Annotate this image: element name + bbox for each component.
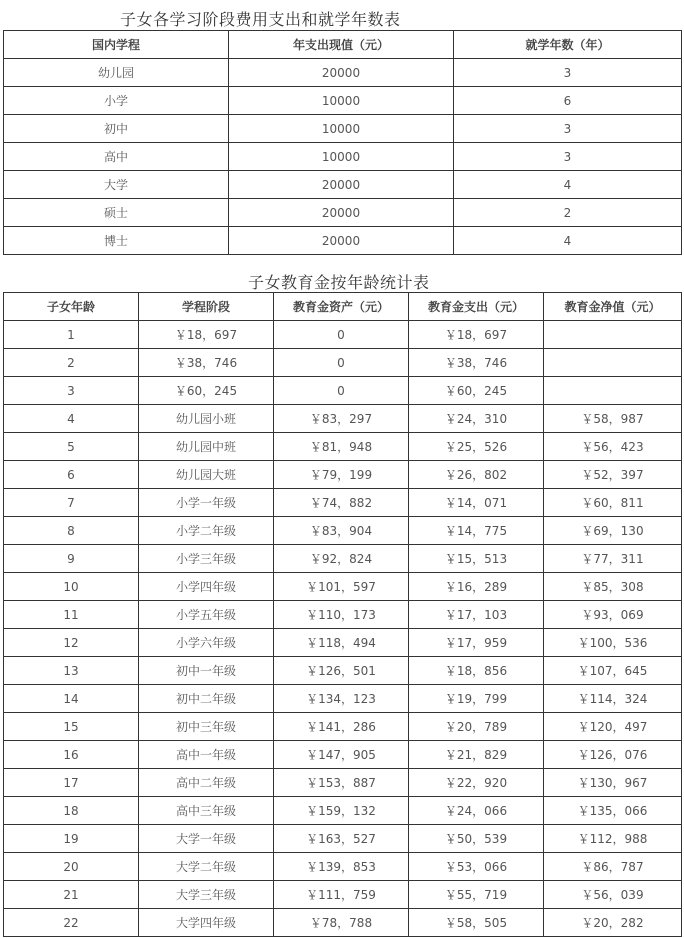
table-cell: ￥147，905 xyxy=(274,741,409,769)
table-cell: ￥26，802 xyxy=(409,461,544,489)
table-cell: ￥53，066 xyxy=(409,853,544,881)
table-cell: 12 xyxy=(4,629,139,657)
table-cell: 20000 xyxy=(229,171,454,199)
table-row xyxy=(4,199,682,227)
table-cell: ￥24，066 xyxy=(409,797,544,825)
table-row xyxy=(4,59,682,87)
table-cell: 大学二年级 xyxy=(139,853,274,881)
table-cell: 2 xyxy=(4,349,139,377)
table-cell: 幼儿园大班 xyxy=(139,461,274,489)
table-row xyxy=(4,517,682,545)
table-row xyxy=(4,909,682,937)
table-header-row xyxy=(4,293,682,321)
table-cell: 3 xyxy=(4,377,139,405)
table-cell: ￥163，527 xyxy=(274,825,409,853)
table-row xyxy=(4,433,682,461)
table-cell: ￥126，501 xyxy=(274,657,409,685)
table-cell: ￥85，308 xyxy=(544,573,682,601)
table-cell: 19 xyxy=(4,825,139,853)
table-cell: ￥112，988 xyxy=(544,825,682,853)
table-cell: 初中一年级 xyxy=(139,657,274,685)
table-cell: ￥56，039 xyxy=(544,881,682,909)
table-cell: 10000 xyxy=(229,87,454,115)
header-phase: 学程阶段 xyxy=(139,293,274,321)
table-cell: ￥130，967 xyxy=(544,769,682,797)
table-cell: ￥19，799 xyxy=(409,685,544,713)
table-cell: 大学四年级 xyxy=(139,909,274,937)
table-cell: ￥21，829 xyxy=(409,741,544,769)
table-header-row xyxy=(4,31,682,59)
table-cell: ￥141，286 xyxy=(274,713,409,741)
table-cell: ￥18，856 xyxy=(409,657,544,685)
table-cell: 3 xyxy=(454,143,682,171)
table-cell: ￥60，811 xyxy=(544,489,682,517)
table-cell: ￥22，920 xyxy=(409,769,544,797)
table-row xyxy=(4,853,682,881)
table-cell xyxy=(544,377,682,405)
table-row xyxy=(4,377,682,405)
table-cell: 0 xyxy=(274,377,409,405)
table-cell: ￥55，719 xyxy=(409,881,544,909)
table-cell: 小学一年级 xyxy=(139,489,274,517)
table-row xyxy=(4,405,682,433)
table-cell: 21 xyxy=(4,881,139,909)
table-cell: 高中三年级 xyxy=(139,797,274,825)
table-cell: 4 xyxy=(454,227,682,255)
table-cell: 16 xyxy=(4,741,139,769)
table-cell: 初中二年级 xyxy=(139,685,274,713)
table-cell: ￥14，071 xyxy=(409,489,544,517)
table-cell: 3 xyxy=(454,115,682,143)
header-assets: 教育金资产（元） xyxy=(274,293,409,321)
table-cell: 2 xyxy=(454,199,682,227)
table-cell: 高中二年级 xyxy=(139,769,274,797)
table-cell: 20000 xyxy=(229,199,454,227)
table-cell: 22 xyxy=(4,909,139,937)
table-cell: 10000 xyxy=(229,143,454,171)
table-row xyxy=(4,769,682,797)
table-cell: ￥20，282 xyxy=(544,909,682,937)
table-cell: 8 xyxy=(4,517,139,545)
table-cell: ￥25，526 xyxy=(409,433,544,461)
table-cell: 高中 xyxy=(4,143,229,171)
table-cell: ￥18，697 xyxy=(139,321,274,349)
table-cell: 小学二年级 xyxy=(139,517,274,545)
table-cell: 9 xyxy=(4,545,139,573)
table-cell: ￥118，494 xyxy=(274,629,409,657)
table-cell: ￥114，324 xyxy=(544,685,682,713)
table-cell: 6 xyxy=(4,461,139,489)
table-cell: ￥86，787 xyxy=(544,853,682,881)
table-row xyxy=(4,321,682,349)
table-cell: ￥159，132 xyxy=(274,797,409,825)
stage-cost-table xyxy=(3,30,682,255)
table-row xyxy=(4,657,682,685)
table-row xyxy=(4,171,682,199)
table-cell: 高中一年级 xyxy=(139,741,274,769)
table-cell: ￥58，987 xyxy=(544,405,682,433)
table-cell: ￥77，311 xyxy=(544,545,682,573)
table-cell: ￥50，539 xyxy=(409,825,544,853)
table-row xyxy=(4,143,682,171)
table-cell: ￥79，199 xyxy=(274,461,409,489)
table-cell: 幼儿园中班 xyxy=(139,433,274,461)
table-row xyxy=(4,227,682,255)
header-net: 教育金净值（元） xyxy=(544,293,682,321)
table-cell: 6 xyxy=(454,87,682,115)
header-annual-cost: 年支出现值（元） xyxy=(229,31,454,59)
table-row xyxy=(4,797,682,825)
table-cell: 幼儿园 xyxy=(4,59,229,87)
table-cell: ￥74，882 xyxy=(274,489,409,517)
table-cell: 20 xyxy=(4,853,139,881)
table-cell: 7 xyxy=(4,489,139,517)
table-cell: ￥101，597 xyxy=(274,573,409,601)
table-cell: 小学五年级 xyxy=(139,601,274,629)
table-cell: 10 xyxy=(4,573,139,601)
table-row xyxy=(4,489,682,517)
table-cell: ￥52，397 xyxy=(544,461,682,489)
table-cell: 硕士 xyxy=(4,199,229,227)
table-cell: 1 xyxy=(4,321,139,349)
table-cell: ￥18，697 xyxy=(409,321,544,349)
table-cell: 大学 xyxy=(4,171,229,199)
table-cell: ￥17，959 xyxy=(409,629,544,657)
education-fund-table xyxy=(3,292,682,937)
table-cell: ￥17，103 xyxy=(409,601,544,629)
table-cell: 10000 xyxy=(229,115,454,143)
table-cell: 幼儿园小班 xyxy=(139,405,274,433)
table-cell: ￥38，746 xyxy=(139,349,274,377)
table-cell: ￥60，245 xyxy=(139,377,274,405)
table-cell: 小学三年级 xyxy=(139,545,274,573)
table-cell: 初中三年级 xyxy=(139,713,274,741)
table-cell: ￥24，310 xyxy=(409,405,544,433)
header-stage: 国内学程 xyxy=(4,31,229,59)
table-cell: ￥60，245 xyxy=(409,377,544,405)
table-cell: 3 xyxy=(454,59,682,87)
table-cell: ￥58，505 xyxy=(409,909,544,937)
table-cell: ￥92，824 xyxy=(274,545,409,573)
table-cell: ￥153，887 xyxy=(274,769,409,797)
table-row xyxy=(4,461,682,489)
header-years: 就学年数（年） xyxy=(454,31,682,59)
table-cell: 大学三年级 xyxy=(139,881,274,909)
table-row xyxy=(4,349,682,377)
table-cell: ￥83，904 xyxy=(274,517,409,545)
table-cell: ￥100，536 xyxy=(544,629,682,657)
table-cell: 20000 xyxy=(229,59,454,87)
table-cell: 18 xyxy=(4,797,139,825)
table-row xyxy=(4,741,682,769)
table-cell: 17 xyxy=(4,769,139,797)
table-cell: 小学六年级 xyxy=(139,629,274,657)
header-age: 子女年龄 xyxy=(4,293,139,321)
table-cell: ￥78，788 xyxy=(274,909,409,937)
table-row xyxy=(4,87,682,115)
table1-caption: 子女各学习阶段费用支出和就学年数表 xyxy=(120,10,401,29)
table-cell: ￥107，645 xyxy=(544,657,682,685)
table-row xyxy=(4,825,682,853)
table-row xyxy=(4,685,682,713)
table-cell: ￥38，746 xyxy=(409,349,544,377)
table-cell: 小学四年级 xyxy=(139,573,274,601)
table-row xyxy=(4,881,682,909)
table-cell: 4 xyxy=(4,405,139,433)
table2-caption: 子女教育金按年龄统计表 xyxy=(248,273,430,292)
table-row xyxy=(4,573,682,601)
table-cell: ￥69，130 xyxy=(544,517,682,545)
table-cell: ￥135，066 xyxy=(544,797,682,825)
table-cell xyxy=(544,349,682,377)
table-cell: ￥139，853 xyxy=(274,853,409,881)
table-cell: ￥56，423 xyxy=(544,433,682,461)
table-cell: ￥16，289 xyxy=(409,573,544,601)
table-row xyxy=(4,115,682,143)
table-cell: ￥126，076 xyxy=(544,741,682,769)
table-cell: ￥83，297 xyxy=(274,405,409,433)
table-cell: ￥20，789 xyxy=(409,713,544,741)
table-row xyxy=(4,713,682,741)
table-cell: 小学 xyxy=(4,87,229,115)
table-cell: ￥134，123 xyxy=(274,685,409,713)
table-cell: 0 xyxy=(274,321,409,349)
table-cell: ￥111，759 xyxy=(274,881,409,909)
table-row xyxy=(4,601,682,629)
table-row xyxy=(4,629,682,657)
table-cell: 20000 xyxy=(229,227,454,255)
table-row xyxy=(4,545,682,573)
table-cell: ￥110，173 xyxy=(274,601,409,629)
table-cell: 13 xyxy=(4,657,139,685)
table-cell: 5 xyxy=(4,433,139,461)
table-cell: ￥81，948 xyxy=(274,433,409,461)
table-cell: 博士 xyxy=(4,227,229,255)
table-cell: ￥14，775 xyxy=(409,517,544,545)
table-cell: ￥93，069 xyxy=(544,601,682,629)
table-cell: 14 xyxy=(4,685,139,713)
table-cell: 15 xyxy=(4,713,139,741)
header-expense: 教育金支出（元） xyxy=(409,293,544,321)
table-cell xyxy=(544,321,682,349)
table-cell: ￥15，513 xyxy=(409,545,544,573)
table-cell: ￥120，497 xyxy=(544,713,682,741)
table-cell: 初中 xyxy=(4,115,229,143)
table-cell: 4 xyxy=(454,171,682,199)
table-cell: 大学一年级 xyxy=(139,825,274,853)
table-cell: 11 xyxy=(4,601,139,629)
table-cell: 0 xyxy=(274,349,409,377)
